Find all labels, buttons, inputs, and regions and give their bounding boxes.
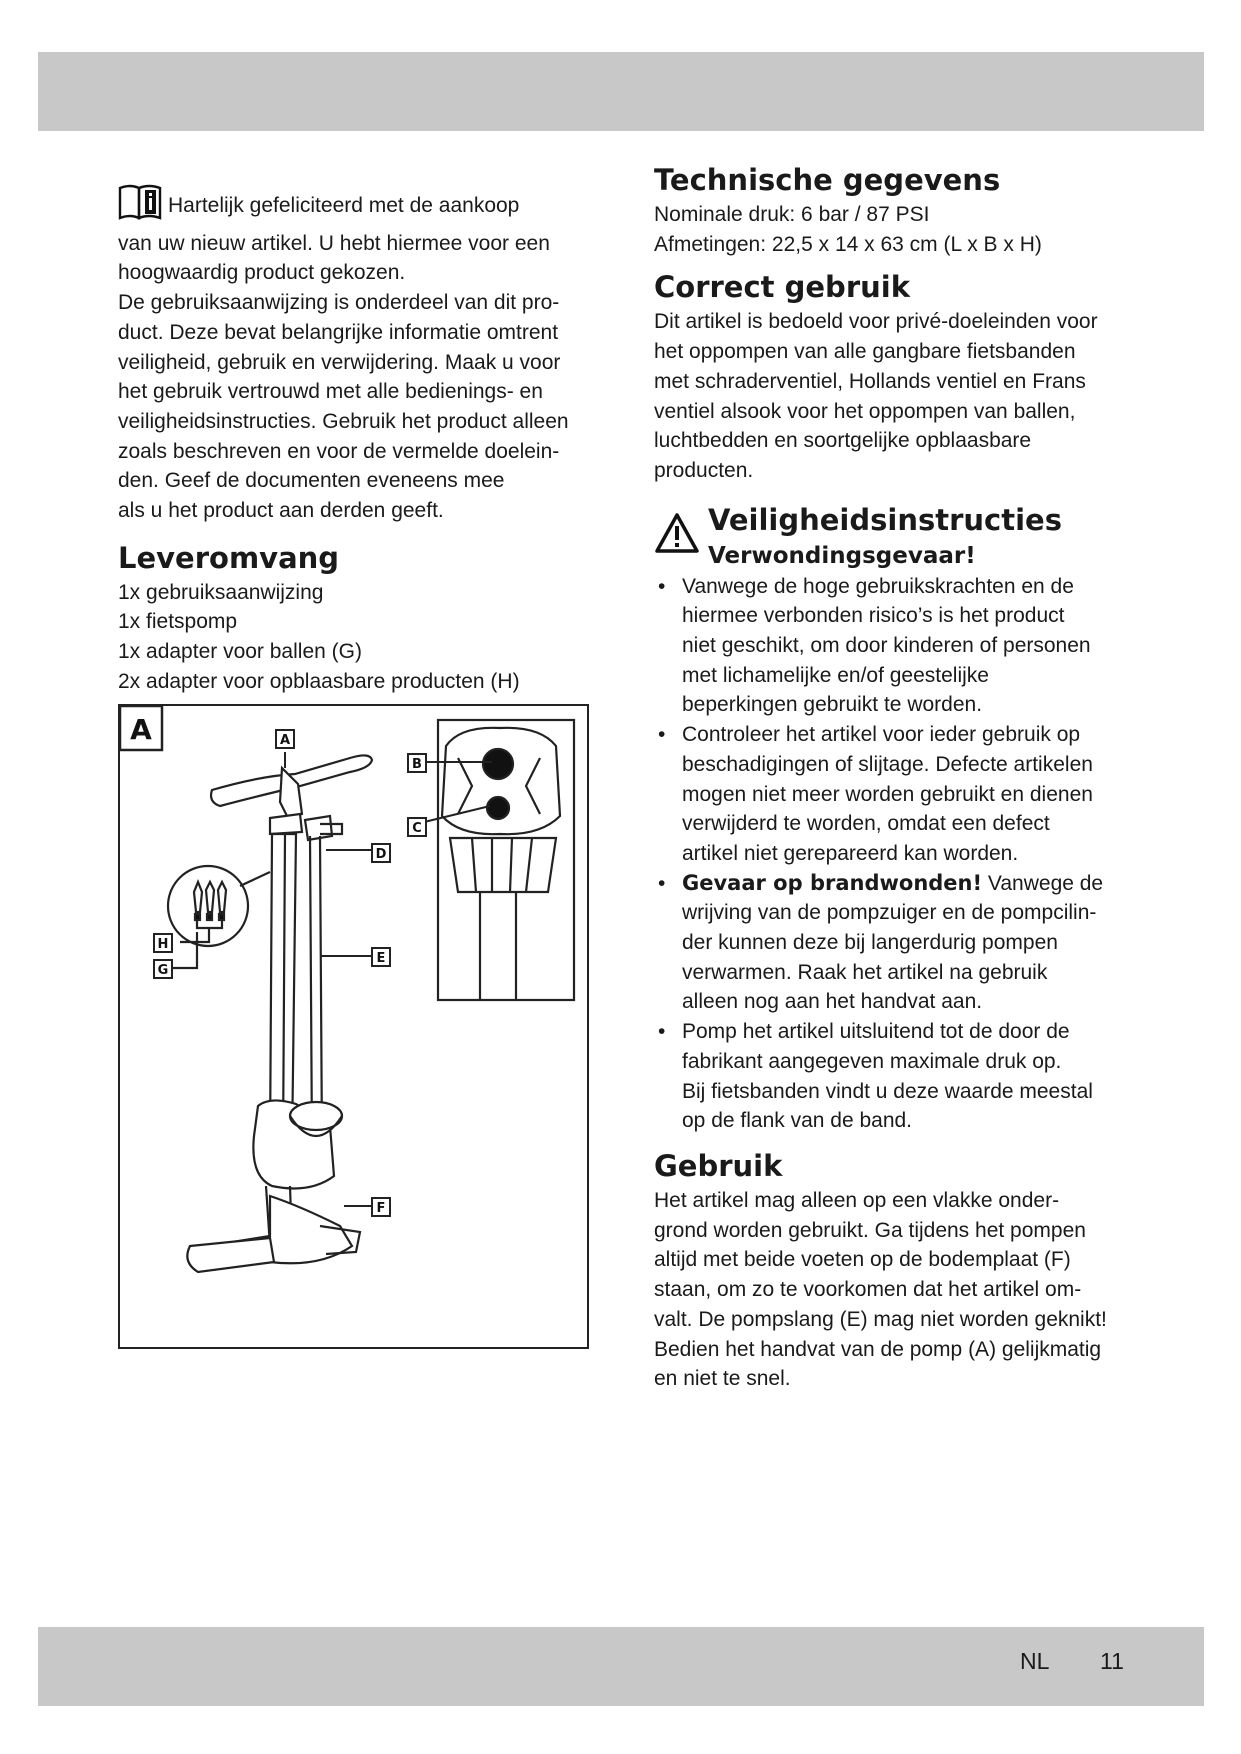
correct-line: producten. [654,458,754,482]
intro-first-line: Hartelijk gefeliciteerd met de aankoop [168,194,520,217]
gebruik-line: valt. De pompslang (E) mag niet worden geknikt! [654,1307,1107,1331]
technische-heading: Technische gegevens [654,163,1001,197]
safety-list [654,572,1144,1136]
tech-line: Nominale druk: 6 bar / 87 PSI [654,203,930,226]
bullet-line: Bij fietsbanden vindt u deze waarde meestal [682,1079,1093,1103]
right-column [654,160,1144,1394]
page-number: 11 [1100,1648,1124,1674]
bullet-text: Vanwege de [982,871,1104,895]
intro-line: duct. Deze bevat belangrijke informatie omtrent [118,320,559,344]
intro-line: zoals beschreven en voor de vermelde doelein- [118,439,560,463]
bullet-line: • Pomp het artikel uitsluitend tot de door de [682,1020,1070,1044]
bullet-line: verwarmen. Raak het artikel na gebruik [682,960,1048,984]
danger-subheading: Verwondingsgevaar! [708,542,976,569]
callout-g: G [157,963,169,978]
burn-warning-label: Gevaar op brandwonden! [682,870,983,895]
bullet-line: der kunnen deze bij langerdurig pompen [682,931,1058,955]
bullet-line: mogen niet meer worden gebruikt en dienen [682,782,1093,806]
footer-language: NL [1020,1648,1050,1674]
list-item [654,572,1144,721]
bullet-line: artikel niet gerepareerd kan worden. [682,841,1019,865]
figure-label: A [130,713,152,746]
intro-line: als u het product aan derden geeft. [118,499,444,523]
veiligheid-heading: Veiligheidsinstructies [708,502,1062,537]
correct-line: ventiel alsook voor het oppompen van ballen, [654,399,1076,423]
callout-e: E [376,951,386,966]
warning-triangle-icon [654,512,700,563]
gebruik-line: Het artikel mag alleen op een vlakke onder- [654,1188,1060,1212]
list-item: 1x fietspomp [118,610,238,634]
list-item [654,720,1144,869]
bullet-line: verwijderd te worden, omdat een defect [682,812,1050,836]
correct-line: Dit artikel is bedoeld voor privé-doeleinden voor [654,310,1098,334]
intro-line: veiligheid, gebruik en verwijdering. Maak u voor [118,350,561,374]
bullet-line: niet geschikt, om door kinderen of personen [682,634,1091,658]
callout-a: A [279,733,291,748]
gebruik-line: staan, om zo te voorkomen dat het artikel om- [654,1278,1082,1302]
gebruik-line: grond worden gebruikt. Ga tijdens het pompen [654,1218,1086,1242]
gebruik-line: en niet te snel. [654,1367,791,1391]
leveromvang-list [118,578,598,697]
gebruik-heading: Gebruik [654,1148,783,1183]
manual-info-icon [118,184,162,229]
callout-b: B [412,757,422,772]
callout-f: F [376,1201,386,1216]
tech-line: Afmetingen: 22,5 x 14 x 63 cm (L x B x H) [654,232,1042,256]
left-column [118,184,598,697]
list-item [654,869,1144,1018]
intro-line: den. Geef de documenten eveneens mee [118,469,505,493]
intro-line: hoogwaardig product gekozen. [118,261,406,285]
bullet-line: alleen nog aan het handvat aan. [682,990,983,1014]
list-item: 2x adapter voor opblaasbare producten (H) [118,669,520,693]
leveromvang-heading: Leveromvang [118,540,340,575]
intro-section [118,184,598,526]
bullet-line [682,869,1144,899]
safety-heading-block [654,500,1144,572]
callout-c: C [412,821,422,836]
bullet-line: hiermee verbonden risico’s is het product [682,604,1065,628]
gebruik-line: altijd met beide voeten op de bodemplaat (F) [654,1248,1071,1272]
bullet-line: beperkingen gebruikt te worden. [682,693,983,717]
bullet-line: fabrikant aangegeven maximale druk op. [682,1049,1062,1073]
bullet-line: wrijving van de pompzuiger en de pompcilin- [682,901,1097,925]
header-bar [38,52,1204,131]
callout-h: H [157,937,169,952]
correct-heading: Correct gebruik [654,270,910,305]
bullet-line: op de flank van de band. [682,1109,913,1133]
intro-line: het gebruik vertrouwd met alle bedienings- en [118,380,543,404]
intro-line: veiligheidsinstructies. Gebruik het product alleen [118,409,569,433]
correct-line: met schraderventiel, Hollands ventiel en Frans [654,369,1086,393]
gebruik-line: Bedien het handvat van de pomp (A) gelijkmatig [654,1337,1102,1361]
correct-line: luchtbedden en soortgelijke opblaasbare [654,429,1032,453]
list-item: 1x gebruiksaanwijzing [118,580,324,604]
correct-line: het oppompen van alle gangbare fietsbanden [654,340,1076,364]
pump-illustration [120,706,587,1347]
list-item: 1x adapter voor ballen (G) [118,640,362,664]
list-item [654,1017,1144,1136]
bullet-line: met lichamelijke en/of geestelijke [682,663,989,687]
intro-line: van uw nieuw artikel. U hebt hiermee voor een [118,231,550,255]
bullet-line: • Vanwege de hoge gebruikskrachten en de [682,574,1074,598]
bullet-line: beschadigingen of slijtage. Defecte artikelen [682,752,1093,776]
callout-d: D [375,847,387,862]
bullet-line: • Controleer het artikel voor ieder gebruik op [682,723,1081,747]
intro-line: De gebruiksaanwijzing is onderdeel van dit pro- [118,291,560,315]
figure-a [118,704,589,1349]
